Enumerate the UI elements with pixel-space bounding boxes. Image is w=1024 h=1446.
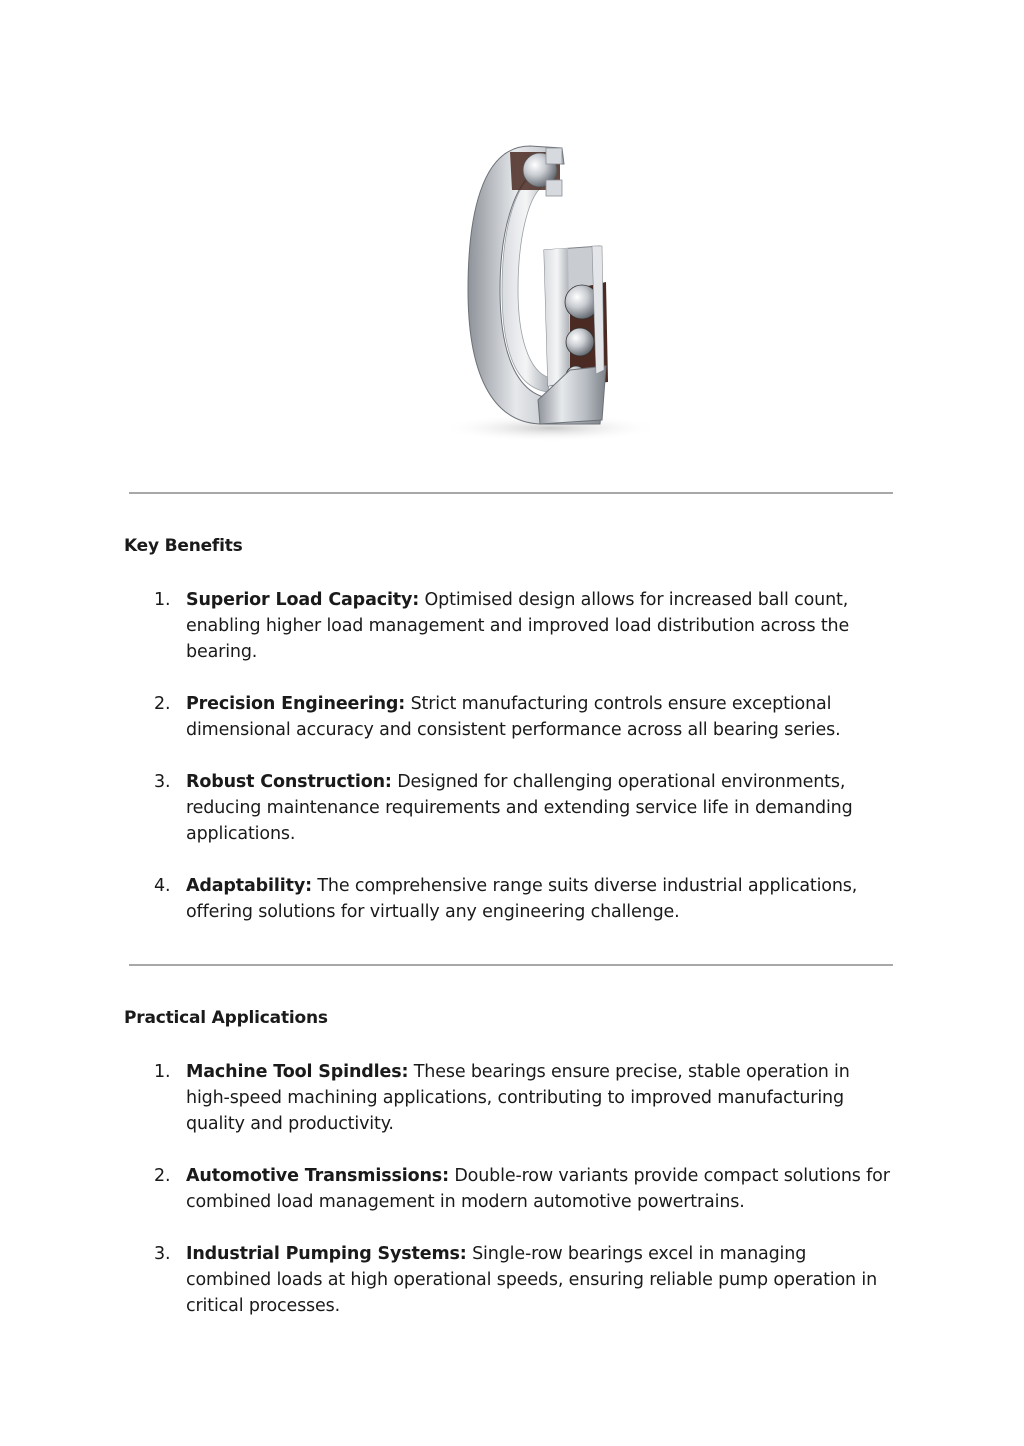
list-number: 4. (154, 876, 171, 896)
section-heading-practical-applications: Practical Applications (124, 1008, 328, 1028)
list-term: Superior Load Capacity: (186, 590, 420, 610)
list-text: Designed for challenging operational environments, reducing maintenance requirements and extending service life in demanding applications. (186, 772, 853, 844)
list-item (0, 587, 1024, 665)
bearing-image (420, 130, 680, 450)
list-item (0, 1059, 1024, 1137)
divider-top (129, 492, 893, 494)
list-text: Double-row variants provide compact solutions for combined load management in modern automotive powertrains. (186, 1166, 890, 1212)
list-term: Robust Construction: (186, 772, 392, 792)
list-number: 1. (154, 1062, 171, 1082)
list-term: Industrial Pumping Systems: (186, 1244, 467, 1264)
key-benefits-list (0, 587, 1024, 951)
list-text: Single-row bearings excel in managing combined loads at high operational speeds, ensuring reliable pump operation in critical processes. (186, 1244, 878, 1316)
list-number: 2. (154, 1166, 171, 1186)
list-number: 2. (154, 694, 171, 714)
list-item (0, 1163, 1024, 1215)
list-item (0, 873, 1024, 925)
list-term: Automotive Transmissions: (186, 1166, 449, 1186)
list-term: Precision Engineering: (186, 694, 406, 714)
list-term: Adaptability: (186, 876, 312, 896)
list-text: These bearings ensure precise, stable operation in high-speed machining applications, contributing to improved manufacturing quality and productivity. (186, 1062, 850, 1134)
list-term: Machine Tool Spindles: (186, 1062, 409, 1082)
divider-middle (129, 964, 893, 966)
list-item (0, 769, 1024, 847)
list-item (0, 1241, 1024, 1319)
practical-applications-list (0, 1059, 1024, 1345)
list-number: 3. (154, 772, 171, 792)
section-heading-key-benefits: Key Benefits (124, 536, 243, 556)
ball-bearing-icon (420, 130, 680, 450)
list-text: Strict manufacturing controls ensure exceptional dimensional accuracy and consistent performance across all bearing series. (186, 694, 841, 740)
list-text: Optimised design allows for increased ball count, enabling higher load management and improved load distribution across the bearing. (186, 590, 850, 662)
list-text: The comprehensive range suits diverse industrial applications, offering solutions for virtually any engineering challenge. (186, 876, 858, 922)
list-number: 3. (154, 1244, 171, 1264)
list-number: 1. (154, 590, 171, 610)
list-item (0, 691, 1024, 743)
